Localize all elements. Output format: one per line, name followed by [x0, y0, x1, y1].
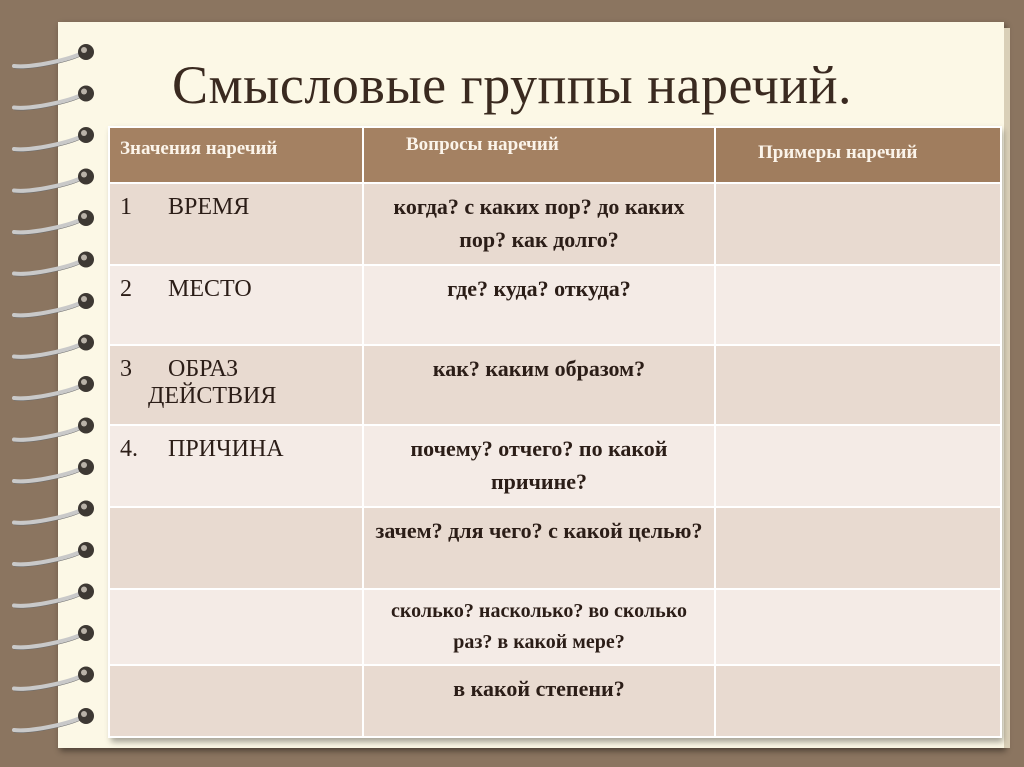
- page-title: Смысловые группы наречий.: [171, 55, 853, 115]
- header-questions: Вопросы наречий: [363, 127, 715, 183]
- spiral-binding-ring-icon: [14, 542, 94, 566]
- meaning-cell: [109, 345, 363, 425]
- spiral-binding-ring-icon: [14, 584, 94, 608]
- table-header-row: [109, 127, 1001, 183]
- questions-cell: где? куда? откуда?: [363, 265, 715, 345]
- examples-cell: [715, 507, 1001, 589]
- table-row: [109, 345, 1001, 425]
- meaning-cell: [109, 265, 363, 345]
- spiral-binding-ring-icon: [14, 210, 94, 234]
- header-meanings: Значения наречий: [109, 127, 363, 183]
- meaning-label: ПРИЧИНА: [168, 436, 284, 462]
- meaning-cell: [109, 665, 363, 737]
- meaning-label: ВРЕМЯ: [168, 194, 250, 220]
- meaning-cell: [109, 589, 363, 665]
- meaning-cell: [109, 425, 363, 507]
- spiral-binding-ring-icon: [14, 625, 94, 649]
- examples-cell: [715, 589, 1001, 665]
- spiral-binding-ring-icon: [14, 127, 94, 151]
- questions-cell: сколько? насколько? во сколько раз? в какой мере?: [363, 589, 715, 665]
- spiral-binding-ring-icon: [14, 418, 94, 442]
- table-row: [109, 507, 1001, 589]
- meaning-cell: [109, 507, 363, 589]
- meaning-label: МЕСТО: [168, 276, 252, 302]
- spiral-binding-ring-icon: [14, 459, 94, 483]
- questions-cell: когда? с каких пор? до каких пор? как долго?: [363, 183, 715, 265]
- spiral-binding-ring-icon: [14, 293, 94, 317]
- adverbs-table: [108, 126, 1000, 738]
- table-row: [109, 183, 1001, 265]
- row-number: 4.: [120, 436, 138, 462]
- spiral-binding-ring-icon: [14, 708, 94, 732]
- examples-cell: [715, 183, 1001, 265]
- table-row: [109, 265, 1001, 345]
- spiral-binding-ring-icon: [14, 501, 94, 525]
- meaning-label: ОБРАЗ: [168, 356, 239, 382]
- questions-cell: как? каким образом?: [363, 345, 715, 425]
- examples-cell: [715, 345, 1001, 425]
- spiral-binding-ring-icon: [14, 667, 94, 691]
- spiral-binding-ring-icon: [14, 169, 94, 193]
- questions-cell: почему? отчего? по какой причине?: [363, 425, 715, 507]
- examples-cell: [715, 265, 1001, 345]
- row-number: 2: [120, 276, 132, 302]
- meaning-label-line2: ДЕЙСТВИЯ: [148, 383, 277, 409]
- table-row: [109, 589, 1001, 665]
- table-row: [109, 425, 1001, 507]
- questions-cell: зачем? для чего? с какой целью?: [363, 507, 715, 589]
- header-examples: Примеры наречий: [715, 127, 1001, 183]
- questions-cell: в какой степени?: [363, 665, 715, 737]
- row-number: 1: [120, 194, 132, 220]
- table-row: [109, 665, 1001, 737]
- spiral-binding-ring-icon: [14, 376, 94, 400]
- spiral-binding-ring-icon: [14, 335, 94, 359]
- row-number: 3: [120, 356, 132, 382]
- meaning-cell: [109, 183, 363, 265]
- spiral-binding-ring-icon: [14, 252, 94, 276]
- examples-cell: [715, 665, 1001, 737]
- examples-cell: [715, 425, 1001, 507]
